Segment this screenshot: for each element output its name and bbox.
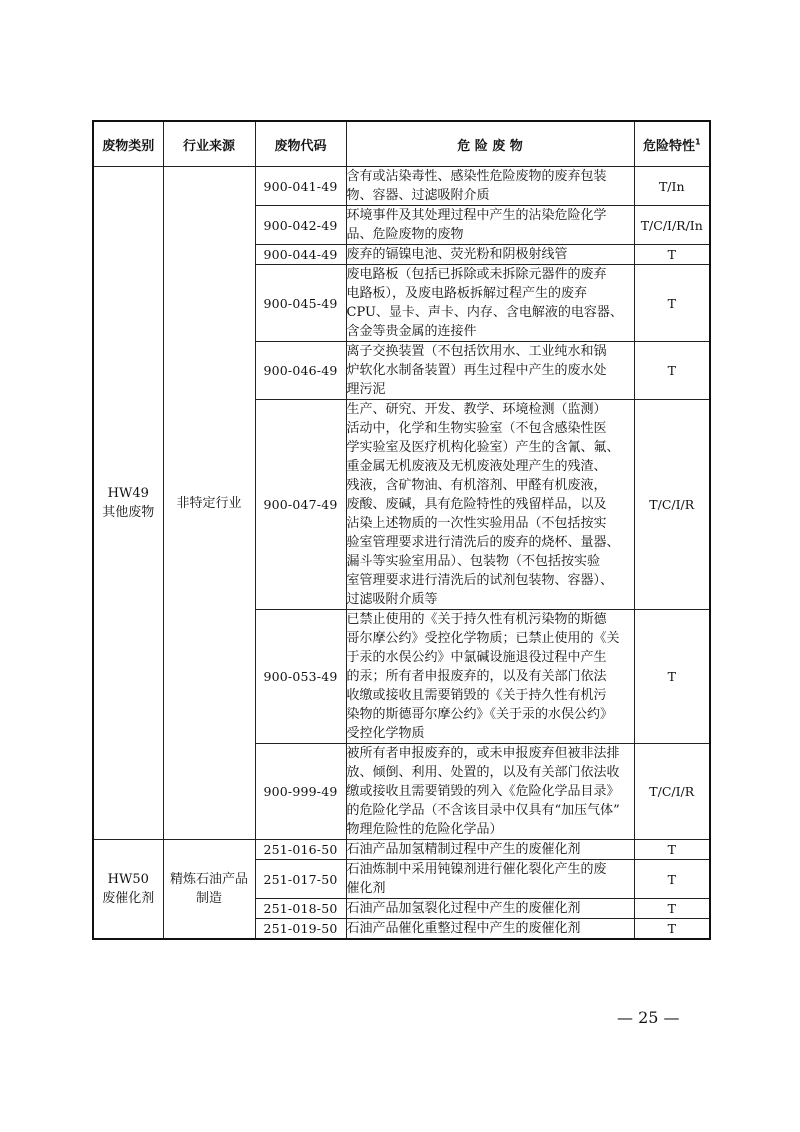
header-waste: 危 险 废 物 xyxy=(346,121,634,167)
description-line: 过滤吸附介质等 xyxy=(346,592,438,607)
hazard-characteristic: T/C/I/R xyxy=(634,400,710,610)
waste-code: 251-018-50 xyxy=(255,899,346,919)
description-line: 理污泥 xyxy=(346,382,386,397)
table-body xyxy=(93,167,710,940)
header-characteristic xyxy=(634,121,710,167)
waste-code: 900-053-49 xyxy=(255,610,346,744)
description-line: 收缴或接收且需要销毁的《关于持久性有机污 xyxy=(346,688,607,703)
description-line: 放、倾倒、利用、处置的，以及有关部门依法收 xyxy=(346,765,620,780)
category-code: HW49 xyxy=(107,486,149,501)
description-line: 电路板），及废电路板拆解过程产生的废弃 xyxy=(346,286,588,301)
waste-description xyxy=(346,206,634,245)
description-line: 缴或接收且需要销毁的列入《危险化学品目录》 xyxy=(346,784,620,799)
description-line: 染物的斯德哥尔摩公约》《关于汞的水俣公约》 xyxy=(346,707,614,722)
description-line: 于汞的水俣公约》中氯碱设施退役过程中产生 xyxy=(346,650,607,665)
description-line: 品、危险废物的废物 xyxy=(346,227,464,242)
description-line: 废弃的镉镍电池、荧光粉和阴极射线管 xyxy=(346,247,568,262)
description-line: 废酸、废碱，具有危险特性的残留样品，以及 xyxy=(346,497,607,512)
description-line: 学实验室及医疗机构化验室）产生的含氰、氟、 xyxy=(346,440,620,455)
waste-code: 900-045-49 xyxy=(255,265,346,342)
description-line: 催化剂 xyxy=(346,881,386,896)
hazard-characteristic: T/C/I/R/In xyxy=(634,206,710,245)
waste-description xyxy=(346,167,634,206)
category-code: HW50 xyxy=(107,872,149,887)
waste-description xyxy=(346,919,634,940)
industry-source-cell xyxy=(163,167,255,840)
hazard-characteristic: T xyxy=(634,245,710,265)
hazard-characteristic: T/C/I/R xyxy=(634,744,710,840)
description-line: 石油产品加氢裂化过程中产生的废催化剂 xyxy=(346,901,581,916)
industry-source-line: 精炼石油产品 xyxy=(169,872,248,887)
footnote-marker: 1 xyxy=(694,137,701,147)
hazard-characteristic: T xyxy=(634,840,710,860)
hazard-characteristic: T/In xyxy=(634,167,710,206)
waste-description xyxy=(346,342,634,400)
description-line: 被所有者申报废弃的，或未申报废弃但被非法排 xyxy=(346,746,620,761)
description-line: 漏斗等实验室用品）、包装物（不包括按实验 xyxy=(346,554,601,569)
waste-description xyxy=(346,899,634,919)
description-line: 含有或沾染毒性、感染性危险废物的废弃包装 xyxy=(346,169,607,184)
waste-description xyxy=(346,400,634,610)
description-line: 已禁止使用的《关于持久性有机污染物的斯德 xyxy=(346,612,607,627)
description-line: CPU、显卡、声卡、内存、含电解液的电容器、 xyxy=(346,305,623,320)
waste-code: 251-016-50 xyxy=(255,840,346,860)
description-line: 物、容器、过滤吸附介质 xyxy=(346,188,490,203)
waste-description xyxy=(346,744,634,840)
waste-description xyxy=(346,860,634,899)
waste-code: 900-042-49 xyxy=(255,206,346,245)
waste-category-cell xyxy=(93,167,163,840)
description-line: 炉软化水制备装置）再生过程中产生的废水处 xyxy=(346,363,607,378)
table-row xyxy=(93,167,710,206)
description-line: 哥尔摩公约》受控化学物质；已禁止使用的《关 xyxy=(346,631,620,646)
description-line: 重金属无机废液及无机废液处理产生的残渣、 xyxy=(346,459,607,474)
description-line: 石油炼制中采用钝镍剂进行催化裂化产生的废 xyxy=(346,862,607,877)
hazard-characteristic: T xyxy=(634,610,710,744)
page-number: — 25 — xyxy=(617,1008,680,1027)
table-header xyxy=(93,121,710,167)
industry-source-line: 制造 xyxy=(195,891,222,906)
description-line: 受控化学物质 xyxy=(346,726,425,741)
hazard-characteristic: T xyxy=(634,899,710,919)
waste-code: 900-047-49 xyxy=(255,400,346,610)
description-line: 验室管理要求进行清洗后的废弃的烧杯、量器、 xyxy=(346,535,620,550)
waste-description xyxy=(346,610,634,744)
description-line: 环境事件及其处理过程中产生的沾染危险化学 xyxy=(346,208,607,223)
description-line: 离子交换装置（不包括饮用水、工业纯水和锅 xyxy=(346,344,607,359)
description-line: 沾染上述物质的一次性实验用品（不包括按实 xyxy=(346,516,607,531)
waste-description xyxy=(346,840,634,860)
table-row xyxy=(93,840,710,860)
header-source: 行业来源 xyxy=(163,121,255,167)
industry-source: 非特定行业 xyxy=(176,495,242,511)
header-category: 废物类别 xyxy=(93,121,163,167)
hazard-characteristic: T xyxy=(634,342,710,400)
description-line: 残液，含矿物油、有机溶剂、甲醛有机废液， xyxy=(346,478,607,493)
description-line: 废电路板（包括已拆除或未拆除元器件的废弃 xyxy=(346,267,607,282)
waste-category-cell xyxy=(93,840,163,940)
waste-code: 900-041-49 xyxy=(255,167,346,206)
hazard-characteristic: T xyxy=(634,919,710,940)
description-line: 的汞；所有者申报废弃的，以及有关部门依法 xyxy=(346,669,607,684)
waste-code: 900-999-49 xyxy=(255,744,346,840)
waste-code: 251-017-50 xyxy=(255,860,346,899)
waste-code: 251-019-50 xyxy=(255,919,346,940)
hazardous-waste-table xyxy=(92,120,711,940)
description-line: 物理危险性的危险化学品） xyxy=(346,822,503,837)
industry-source-cell xyxy=(163,840,255,940)
hazard-characteristic: T xyxy=(634,265,710,342)
category-name: 其他废物 xyxy=(102,505,155,520)
waste-code: 900-046-49 xyxy=(255,342,346,400)
waste-description xyxy=(346,245,634,265)
header-code: 废物代码 xyxy=(255,121,346,167)
description-line: 室管理要求进行清洗后的试剂包装物、容器）、 xyxy=(346,573,614,588)
description-line: 石油产品加氢精制过程中产生的废催化剂 xyxy=(346,842,581,857)
header-row xyxy=(93,121,710,167)
hazard-characteristic: T xyxy=(634,860,710,899)
waste-description xyxy=(346,265,634,342)
description-line: 生产、研究、开发、教学、环境检测（监测） xyxy=(346,402,607,417)
description-line: 石油产品催化重整过程中产生的废催化剂 xyxy=(346,921,581,936)
waste-code: 900-044-49 xyxy=(255,245,346,265)
header-characteristic-label: 危险特性 xyxy=(642,138,695,154)
description-line: 的危险化学品（不含该目录中仅具有“加压气体” xyxy=(346,803,620,818)
description-line: 活动中，化学和生物实验室（不包含感染性医 xyxy=(346,421,607,436)
category-name: 废催化剂 xyxy=(102,891,155,906)
description-line: 含金等贵金属的连接件 xyxy=(346,324,477,339)
